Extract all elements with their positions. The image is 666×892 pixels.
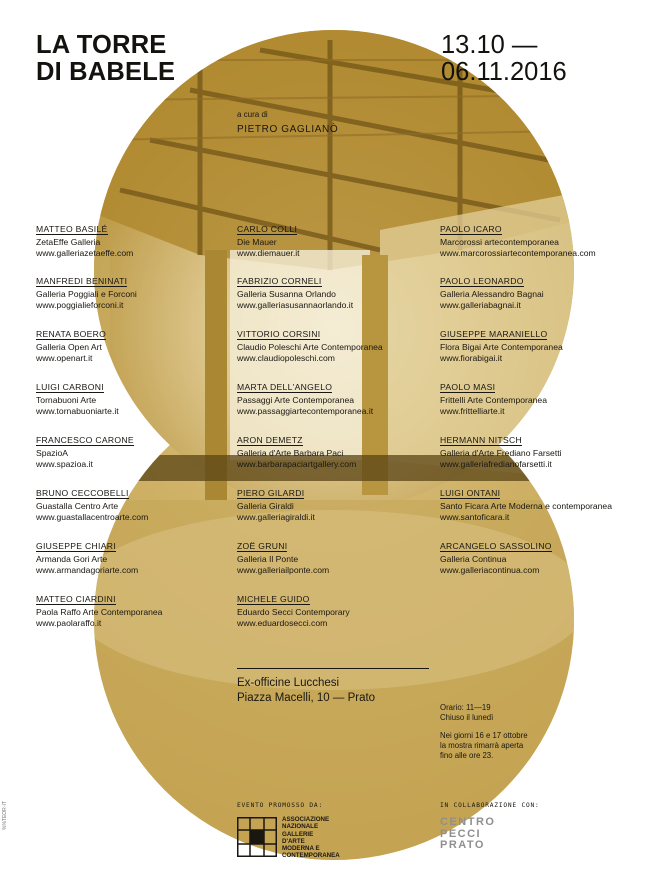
artist-entry [237,276,447,312]
gallery-url[interactable]: www.santoficara.it [440,512,510,523]
gallery-url[interactable]: www.frittelliarte.it [440,406,505,417]
artist-name: CARLO COLLI [237,224,298,234]
anga-line: NAZIONALE [282,823,319,831]
gallery-name: Frittelli Arte Contemporanea [440,395,547,405]
artist-name: LUIGI CARBONI [36,382,104,392]
gallery-url[interactable]: www.passaggiartecontemporanea.it [237,406,374,417]
gallery-url[interactable]: www.tornabuoniarte.it [36,406,119,417]
artist-name: HERMANN NITSCH [440,435,523,445]
artist-entry [440,329,650,365]
exhibition-dates: 13.10 — 06.11.2016 [441,31,567,86]
artist-entry [36,224,246,260]
gallery-url[interactable]: www.galleriacontinua.com [440,565,540,576]
artist-entry [36,382,246,418]
gallery-name: Galleria Poggiali e Forconi [36,289,137,299]
artist-entry [237,488,447,524]
gallery-name: Galleria Susanna Orlando [237,289,336,299]
artist-entry [440,382,650,418]
gallery-url[interactable]: www.guastallacentroarte.com [36,512,149,523]
gallery-url[interactable]: www.galleriailponte.com [237,565,330,576]
gallery-url[interactable]: www.galleriagiraldi.it [237,512,315,523]
gallery-url[interactable]: www.diemauer.it [237,248,300,259]
gallery-url[interactable]: www.galleriasusannaorlando.it [237,300,354,311]
centro-pecci-logo [440,817,495,852]
artist-entry [440,435,650,471]
anga-line: CONTEMPORANEA [282,852,340,860]
artist-entry [36,541,246,577]
gallery-name: Flora Bigai Arte Contemporanea [440,342,563,352]
gallery-url[interactable]: www.galleriabagnai.it [440,300,521,311]
artist-name: FABRIZIO CORNELI [237,276,322,286]
gallery-url[interactable]: www.galleriazetaeffe.com [36,248,134,259]
anga-line: D'ARTE [282,837,305,845]
gallery-url[interactable]: www.claudiopoleschi.com [237,353,335,364]
gallery-name: ZetaEffe Galleria [36,237,101,247]
gallery-name: Die Mauer [237,237,277,247]
artist-entry [237,541,447,577]
gallery-name: Guastalla Centro Arte [36,501,119,511]
anga-line: MODERNA E [282,845,320,853]
artist-entry [237,435,447,471]
gallery-url[interactable]: www.barbarapaciartgallery.com [237,459,357,470]
gallery-name: Galleria Il Ponte [237,554,299,564]
note-line: la mostra rimarrà aperta [440,741,524,750]
collaboration-label: IN COLLABORAZIONE CON: [440,802,540,809]
venue-address [237,676,375,706]
gallery-name: SpazioA [36,448,69,458]
artist-entry [36,435,246,471]
artist-name: PAOLO MASI [440,382,496,392]
promoted-by-label: EVENTO PROMOSSO DA: [237,802,323,809]
gallery-url[interactable]: www.eduardosecci.com [237,618,328,629]
gallery-name: Claudio Poleschi Arte Contemporanea [237,342,383,352]
anga-logo-icon [237,817,277,857]
artist-name: VITTORIO CORSINI [237,329,321,339]
anga-line: ASSOCIAZIONE [282,816,330,823]
artist-name: RENATA BOERO [36,329,107,339]
pecci-line: PRATO [440,839,485,851]
artist-entry [36,594,246,630]
artist-entry [237,382,447,418]
gallery-name: Armanda Gori Arte [36,554,108,564]
curator-label: a cura di [237,110,268,119]
gallery-name: Galleria Continua [440,554,507,564]
artist-name: MATTEO CIARDINI [36,594,116,604]
gallery-name: Galleria Open Art [36,342,102,352]
artist-name: ZOË GRUNI [237,541,288,551]
artist-name: ARON DEMETZ [237,435,303,445]
artist-name: MARTA DELL'ANGELO [237,382,333,392]
gallery-url[interactable]: www.galleriafredianofarsetti.it [440,459,552,470]
anga-name [282,816,340,860]
artist-name: MICHELE GUIDO [237,594,310,604]
artist-name: FRANCESCO CARONE [36,435,134,445]
gallery-name: Galleria Alessandro Bagnai [440,289,544,299]
gallery-name: Tornabuoni Arte [36,395,97,405]
gallery-url[interactable]: www.poggialieforconi.it [36,300,124,311]
artist-name: BRUNO CECCOBELLI [36,488,129,498]
gallery-url[interactable]: www.openart.it [36,353,93,364]
curator-name: PIETRO GAGLIANÒ [237,124,339,135]
artist-entry [237,329,447,365]
gallery-name: Galleria d'Arte Barbara Paci [237,448,344,458]
exhibition-title: LA TORRE DI BABELE [36,31,176,86]
gallery-name: Santo Ficara Arte Moderna e contemporanea [440,501,612,511]
artist-entry [440,276,650,312]
anga-line: GALLERIE [282,830,314,838]
artist-entry [440,224,650,260]
artist-entry [36,329,246,365]
venue-street: Piazza Macelli, 10 — Prato [237,692,376,704]
gallery-url[interactable]: www.fiorabigai.it [440,353,503,364]
hours-time: Orario: 11—19 [440,703,491,712]
artist-name: GIUSEPPE MARANIELLO [440,329,548,339]
gallery-name: Marcorossi artecontemporanea [440,237,559,247]
artist-name: PAOLO ICARO [440,224,502,234]
gallery-url[interactable]: www.paolaraffo.it [36,618,102,629]
note-line: fino alle ore 23. [440,751,494,760]
artist-entry [440,541,650,577]
artist-name: GIUSEPPE CHIARI [36,541,116,551]
artist-entry [237,224,447,260]
special-hours-note [440,731,550,761]
print-code: %%TEOR-IT [2,801,8,830]
gallery-name: Eduardo Secci Contemporary [237,607,350,617]
artist-name: MANFREDI BENINATI [36,276,128,286]
opening-hours [440,703,493,723]
artist-name: PAOLO LEONARDO [440,276,524,286]
artist-name: ARCANGELO SASSOLINO [440,541,552,551]
gallery-url[interactable]: www.spazioa.it [36,459,93,470]
artist-entry [36,276,246,312]
artist-entry [237,594,447,630]
gallery-url[interactable]: www.armandagoriarte.com [36,565,139,576]
venue-name: Ex-officine Lucchesi [237,677,340,689]
artist-entry [440,488,650,524]
artist-name: LUIGI ONTANI [440,488,501,498]
hours-closed: Chiuso il lunedì [440,713,494,722]
artist-name: MATTEO BASILÉ [36,224,108,234]
note-line: Nei giorni 16 e 17 ottobre [440,731,528,740]
gallery-name: Passaggi Arte Contemporanea [237,395,355,405]
gallery-name: Galleria Giraldi [237,501,294,511]
pecci-line: PECCI [440,827,482,840]
gallery-name: Galleria d'Arte Frediano Farsetti [440,448,562,458]
artist-name: PIERO GILARDI [237,488,305,498]
gallery-name: Paola Raffo Arte Contemporanea [36,607,163,617]
pecci-line: CENTRO [440,816,496,828]
venue-divider [237,668,429,669]
artist-entry [36,488,246,524]
gallery-url[interactable]: www.marcorossiartecontemporanea.com [440,248,596,259]
